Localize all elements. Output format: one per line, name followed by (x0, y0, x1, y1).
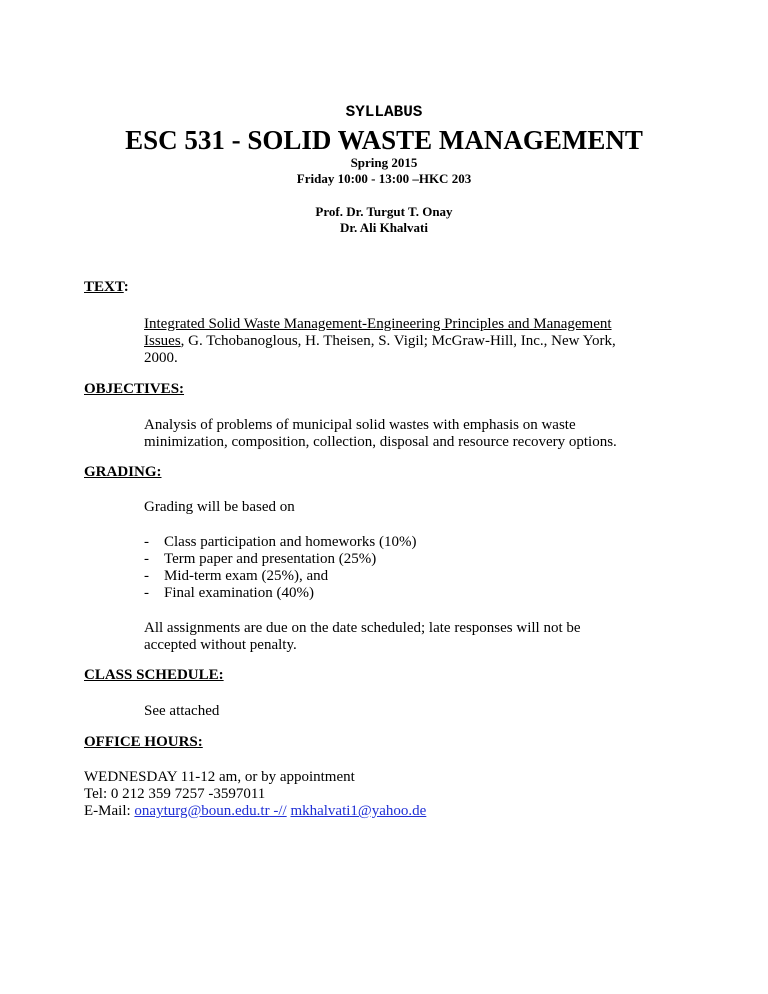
text-section-heading (84, 279, 129, 296)
list-bullet: - (144, 551, 149, 567)
grading-item (144, 534, 416, 551)
grading-item (144, 551, 376, 568)
instructor-1: Prof. Dr. Turgut T. Onay (315, 204, 453, 219)
text-label: TEXT (84, 279, 124, 295)
email-link-khalvati[interactable]: mkhalvati1@yahoo.de (290, 803, 427, 819)
grading-item (144, 585, 314, 602)
syllabus-heading: SYLLABUS (345, 103, 423, 121)
grading-note-line-2: accepted without penalty. (144, 637, 297, 653)
textbook-line-1 (144, 316, 612, 333)
email-link-onay[interactable]: onayturg@boun.edu.tr (134, 803, 270, 819)
term: Spring 2015 (350, 155, 418, 170)
list-bullet: - (144, 585, 149, 601)
textbook-year: 2000. (144, 350, 178, 366)
list-bullet: - (144, 568, 149, 584)
objectives-line-1: Analysis of problems of municipal solid wastes with emphasis on waste (144, 417, 576, 433)
grading-item-text: Final examination (40%) (164, 585, 314, 601)
grading-note-line-1: All assignments are due on the date scheduled; late responses will not be (144, 620, 581, 636)
grading-item (144, 568, 328, 585)
email-separator: -// (269, 803, 287, 819)
objectives-heading: OBJECTIVES: (84, 381, 185, 397)
objectives-line-2: minimization, composition, collection, disposal and resource recovery options. (144, 434, 617, 450)
grading-heading: GRADING: (84, 464, 162, 480)
class-time-location: Friday 10:00 - 13:00 –HKC 203 (296, 171, 472, 186)
email-prefix: E-Mail: (84, 803, 135, 819)
class-schedule-text: See attached (144, 703, 220, 719)
course-title: ESC 531 - SOLID WASTE MANAGEMENT (125, 125, 643, 155)
grading-intro: Grading will be based on (144, 499, 295, 515)
textbook-line-2 (144, 333, 616, 350)
textbook-title-part-2: Issues (144, 333, 181, 349)
office-hours-time: WEDNESDAY 11-12 am, or by appointment (84, 769, 355, 785)
office-hours-heading: OFFICE HOURS: (84, 734, 203, 750)
office-phone: Tel: 0 212 359 7257 -3597011 (84, 786, 266, 802)
grading-item-text: Mid-term exam (25%), and (164, 568, 329, 584)
office-email-line (84, 803, 426, 820)
textbook-authors-publisher: , G. Tchobanoglous, H. Theisen, S. Vigil; McGraw-Hill, Inc., New York, (180, 333, 616, 349)
textbook-title-part-1: Integrated Solid Waste Management-Engineering Principles and Management (144, 316, 612, 332)
grading-item-text: Class participation and homeworks (10%) (164, 534, 417, 550)
list-bullet: - (144, 534, 149, 550)
text-label-colon: : (123, 279, 129, 295)
grading-item-text: Term paper and presentation (25%) (164, 551, 377, 567)
class-schedule-heading: CLASS SCHEDULE: (84, 667, 224, 683)
instructor-2: Dr. Ali Khalvati (339, 220, 428, 235)
